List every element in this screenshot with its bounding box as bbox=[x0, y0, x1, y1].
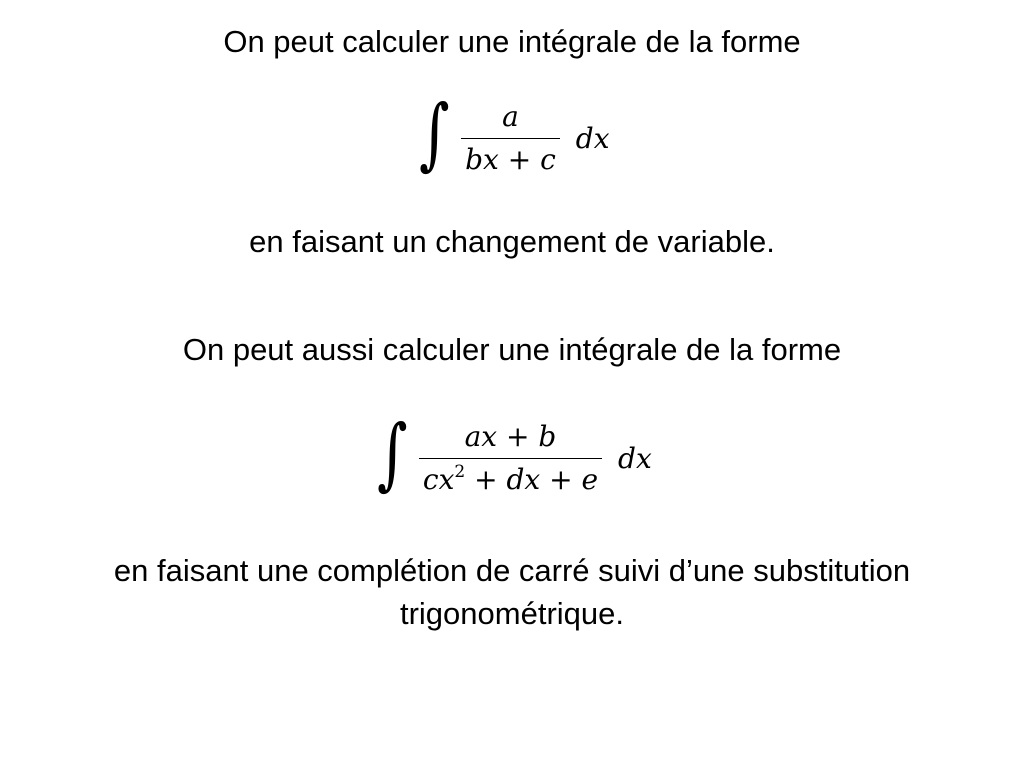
explanation-text-2-continued: trigonométrique. bbox=[399, 596, 624, 631]
fraction bbox=[419, 420, 602, 497]
integral-formula-2 bbox=[0, 409, 1024, 504]
intro-text-2: On peut aussi calculer une intégrale de la forme bbox=[182, 332, 842, 367]
fraction bbox=[461, 100, 560, 177]
integral-formula-1 bbox=[0, 89, 1024, 184]
explanation-text-1: en faisant un changement de variable. bbox=[249, 224, 775, 259]
integral-sign: ∫ bbox=[377, 409, 408, 499]
integral-sign: ∫ bbox=[419, 89, 451, 179]
fraction-denominator bbox=[419, 459, 602, 497]
differential: dx bbox=[575, 121, 610, 155]
fraction-numerator: a bbox=[502, 99, 519, 133]
exponent: 2 bbox=[454, 461, 466, 482]
intro-text-1: On peut calculer une intégrale de la forme bbox=[223, 24, 801, 59]
differential: dx bbox=[618, 441, 652, 475]
fraction-denominator: bx + c bbox=[465, 142, 556, 176]
explanation-text-2: en faisant une complétion de carré suivi d’une substitution bbox=[113, 553, 911, 588]
fraction-numerator: ax + b bbox=[464, 419, 557, 453]
denominator-rest: + dx + e bbox=[465, 462, 599, 496]
denominator-term-cx: cx bbox=[422, 462, 455, 496]
